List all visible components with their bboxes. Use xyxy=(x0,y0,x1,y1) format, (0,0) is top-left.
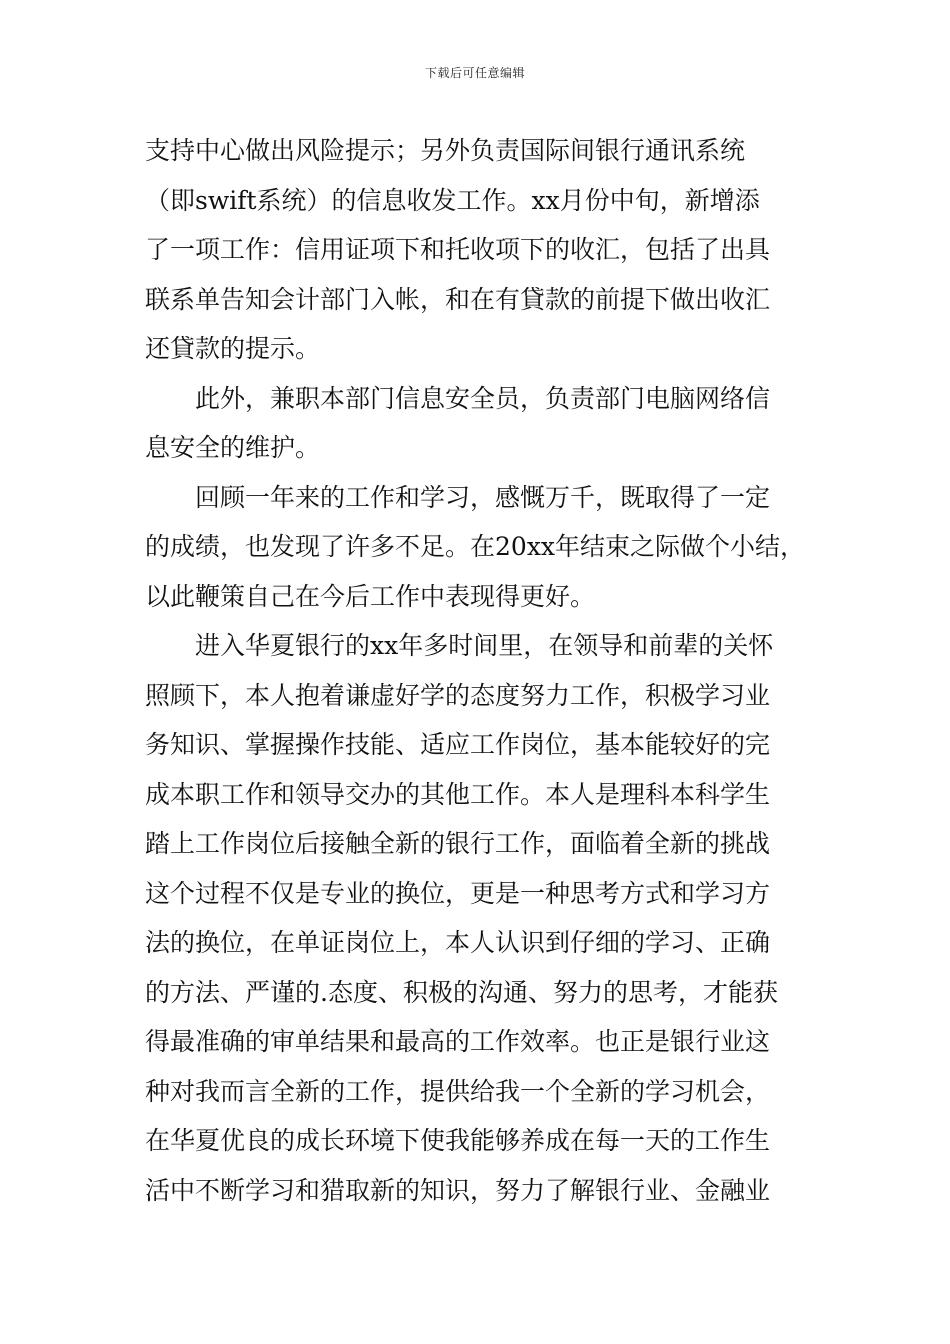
paragraph-4 xyxy=(145,621,825,1215)
text-line: 在华夏优良的成长环境下使我能够养成在每一天的工作生 xyxy=(145,1126,771,1155)
text-line: 还貸款的提示。 xyxy=(145,334,321,363)
paragraph-2 xyxy=(145,374,825,473)
text-line: 成本职工作和领导交办的其他工作。本人是理科本科学生 xyxy=(145,779,771,809)
text-line: （即swift系统）的信息收发工作。xx月份中旬，新增添 xyxy=(145,185,760,215)
text-line: 回顾一年来的工作和学习，感慨万千，既取得了一定 xyxy=(195,482,771,512)
page-header: 下载后可任意编辑 xyxy=(424,66,525,80)
text-line: 息安全的维护。 xyxy=(145,433,321,462)
text-line: 得最准确的审单结果和最高的工作效率。也正是银行业这 xyxy=(145,1027,771,1056)
text-line: 这个过程不仅是专业的换位，更是一种思考方式和学习方 xyxy=(145,878,771,908)
paragraph-1 xyxy=(145,126,825,374)
text-line: 种对我而言全新的工作，提供给我一个全新的学习机会， xyxy=(145,1076,771,1106)
text-line: 照顾下，本人抱着谦虚好学的态度努力工作，积极学习业 xyxy=(145,680,771,710)
paragraph-3 xyxy=(145,473,825,622)
text-line: 务知识、掌握操作技能、适应工作岗位，基本能较好的完 xyxy=(145,730,771,759)
text-line: 踏上工作岗位后接触全新的银行工作，面临着全新的挑战 xyxy=(145,829,771,858)
text-line: 了一项工作：信用证项下和托收项下的收汇，包括了出具 xyxy=(145,235,771,264)
text-line: 此外，兼职本部门信息安全员，负责部门电脑网络信 xyxy=(195,383,771,413)
text-line: 活中不断学习和猎取新的知识，努力了解银行业、金融业 xyxy=(145,1175,771,1205)
text-line: 支持中心做出风险提示；另外负责国际间银行通讯系统 xyxy=(145,136,746,165)
document-body xyxy=(145,126,825,1215)
text-line: 法的换位，在单证岗位上，本人认识到仔细的学习、正确 xyxy=(145,928,771,957)
text-line: 的方法、严谨的.态度、积极的沟通、努力的思考，才能获 xyxy=(145,977,778,1007)
text-line: 进入华夏银行的xx年多时间里，在领导和前辈的关怀 xyxy=(195,631,774,660)
text-line: 联系单告知会计部门入帐，和在有貸款的前提下做出收汇 xyxy=(145,284,771,314)
text-line: 以此鞭策自己在今后工作中表现得更好。 xyxy=(145,581,596,611)
text-line: 的成绩，也发现了许多不足。在20xx年结束之际做个小结， xyxy=(145,532,806,561)
